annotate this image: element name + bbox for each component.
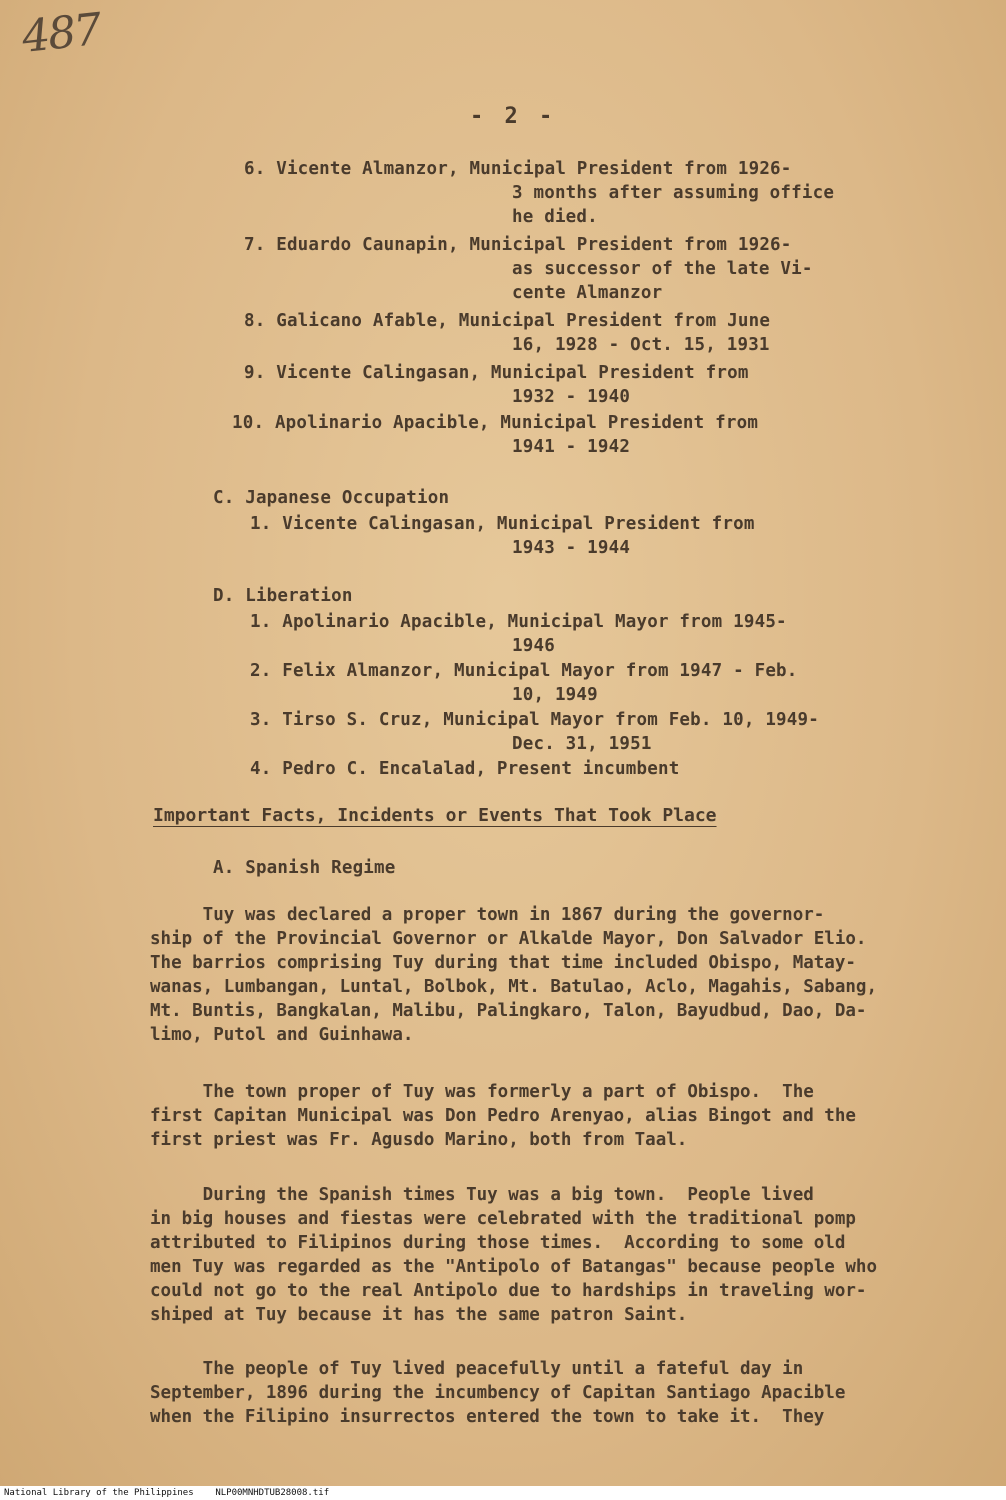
section-title: C. Japanese Occupation [213,488,450,508]
list-item-l2: 1941 - 1942 [512,437,631,457]
paragraph [150,1183,940,1327]
list-item-l1: 9. Vicente Calingasan, Municipal President from [244,363,749,383]
list-item-l3: cente Almanzor [512,283,663,303]
paragraph [150,1357,940,1429]
section-title: D. Liberation [213,586,353,606]
list-item-l3: he died. [512,207,598,227]
paragraph-line: The town proper of Tuy was formerly a part of Obispo. The [150,1082,814,1102]
paragraph-line: The people of Tuy lived peacefully until a fateful day in [150,1359,804,1379]
list-item-l1: 2. Felix Almanzor, Municipal Mayor from 1947 - Feb. [250,661,798,681]
archive-footer: National Library of the Philippines NLP00MNHDTUB28008.tif [0,1486,1006,1500]
list-item-l2: 1946 [512,636,555,656]
page-number: - 2 - [470,104,557,129]
paragraph-line: could not go to the real Antipolo due to hardships in traveling wor- [150,1281,867,1301]
list-item-l1: 6. Vicente Almanzor, Municipal President from 1926- [244,159,792,179]
list-item-l1: 8. Galicano Afable, Municipal President from June [244,311,771,331]
list-item-l1: 1. Apolinario Apacible, Municipal Mayor from 1945- [250,612,787,632]
paragraph [150,903,940,1047]
list-item-l2: 1932 - 1940 [512,387,631,407]
list-item-l2: 10, 1949 [512,685,598,705]
list-item-l1: 7. Eduardo Caunapin, Municipal President from 1926- [244,235,792,255]
list-item-l2: 1943 - 1944 [512,538,631,558]
paragraph-line: Tuy was declared a proper town in 1867 during the governor- [150,905,825,925]
section-heading: Important Facts, Incidents or Events That Took Place [153,805,717,826]
paragraph-line: men Tuy was regarded as the "Antipolo of Batangas" because people who [150,1257,877,1277]
list-item-l2: as successor of the late Vi- [512,259,813,279]
paragraph-line: attributed to Filipinos during those times. According to some old [150,1233,846,1253]
list-item-l2: 3 months after assuming office [512,183,835,203]
list-item-l1: 3. Tirso S. Cruz, Municipal Mayor from Feb. 10, 1949- [250,710,820,730]
paragraph-line: shiped at Tuy because it has the same patron Saint. [150,1305,688,1325]
paragraph-line: when the Filipino insurrectos entered the town to take it. They [150,1407,825,1427]
list-item-l1: 4. Pedro C. Encalalad, Present incumbent [250,759,680,779]
paragraph [150,1080,940,1152]
handwritten-page-number: 487 [19,4,103,63]
list-item-l1: 10. Apolinario Apacible, Municipal President from [232,413,759,433]
paragraph-line: first priest was Fr. Agusdo Marino, both from Taal. [150,1130,688,1150]
paragraph-line: During the Spanish times Tuy was a big town. People lived [150,1185,814,1205]
list-item-l2: 16, 1928 - Oct. 15, 1931 [512,335,770,355]
paragraph-line: limo, Putol and Guinhawa. [150,1025,414,1045]
paragraph-line: in big houses and fiestas were celebrated with the traditional pomp [150,1209,856,1229]
paragraph-line: ship of the Provincial Governor or Alkalde Mayor, Don Salvador Elio. [150,929,867,949]
paragraph-line: wanas, Lumbangan, Luntal, Bolbok, Mt. Batulao, Aclo, Magahis, Sabang, [150,977,877,997]
paragraph-line: first Capitan Municipal was Don Pedro Arenyao, alias Bingot and the [150,1106,856,1126]
subheading: A. Spanish Regime [213,858,396,878]
paragraph-line: September, 1896 during the incumbency of Capitan Santiago Apacible [150,1383,846,1403]
list-item-l1: 1. Vicente Calingasan, Municipal President from [250,514,755,534]
paragraph-line: The barrios comprising Tuy during that time included Obispo, Matay- [150,953,856,973]
paragraph-line: Mt. Buntis, Bangkalan, Malibu, Palingkaro, Talon, Bayudbud, Dao, Da- [150,1001,867,1021]
list-item-l2: Dec. 31, 1951 [512,734,652,754]
